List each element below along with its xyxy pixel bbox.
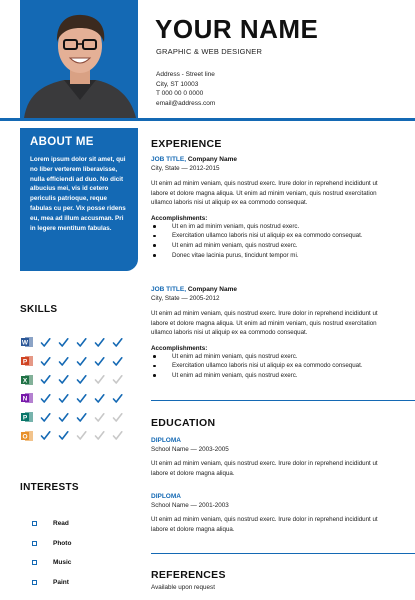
accomplishment-item: Ut en im ad minim veniam, quis nostrud exerc.: [151, 222, 396, 232]
svg-text:P: P: [22, 414, 28, 422]
education-section: [151, 417, 396, 429]
skill-rating: [40, 373, 130, 387]
job-location-dates: City, State — 2012-2015: [151, 165, 220, 172]
interest-item: [32, 534, 71, 554]
references-section: [151, 569, 396, 591]
check-filled-icon: [40, 373, 58, 387]
svg-text:N: N: [22, 396, 28, 404]
check-filled-icon: [58, 373, 76, 387]
skill-rating: [40, 335, 130, 349]
check-filled-icon: [58, 410, 76, 424]
job-summary: Ut enim ad minim veniam, quis nostrud exerc. Irure dolor in reprehend incididunt ut labore et dolore magna aliqua. Ut enim ad minim veniam, quis nostrud exercitation ullamco laboris nisi ut aliquip ex ea commodo consequat.: [151, 310, 378, 336]
check-filled-icon: [76, 335, 94, 349]
check-filled-icon: [94, 354, 112, 368]
check-filled-icon: [112, 335, 130, 349]
education-entry-2: [151, 493, 396, 534]
job-entry-1: [151, 156, 396, 260]
degree-title: DIPLOMA: [151, 493, 181, 500]
skills-list: [20, 333, 140, 445]
education-heading: EDUCATION: [151, 417, 216, 429]
about-heading: ABOUT ME: [30, 136, 94, 148]
about-me-box: [20, 128, 138, 271]
skill-row: [20, 352, 140, 371]
education-entry-1: [151, 437, 396, 478]
school-name-dates: School Name — 2001-2003: [151, 502, 229, 509]
excel-icon: [20, 373, 34, 387]
check-filled-icon: [40, 354, 58, 368]
interest-label: Read: [53, 520, 69, 528]
contact-address: Address - Street line: [156, 71, 215, 78]
accomplishments-heading: Accomplishments:: [151, 214, 208, 222]
accomplishment-item: Ut enim ad minim veniam, quis nostrud exerc.: [151, 241, 396, 251]
job-title-line: [151, 286, 396, 293]
check-filled-icon: [58, 354, 76, 368]
accomplishment-item: Ut enim ad minim veniam, quis nostrud exerc.: [151, 352, 396, 362]
svg-text:X: X: [22, 377, 28, 385]
job-role: JOB TITLE,: [151, 156, 187, 163]
check-filled-icon: [40, 391, 58, 405]
job-entry-2: [151, 286, 396, 381]
references-text: Available upon request: [151, 584, 215, 591]
job-title: GRAPHIC & WEB DESIGNER: [156, 47, 263, 56]
check-filled-icon: [40, 429, 58, 443]
publisher-icon: [20, 410, 34, 424]
svg-text:O: O: [22, 433, 28, 441]
job-location-dates: City, State — 2005-2012: [151, 295, 220, 302]
check-filled-icon: [112, 391, 130, 405]
contact-city: City, ST 10003: [156, 80, 199, 88]
section-divider: [151, 400, 415, 401]
check-filled-icon: [94, 335, 112, 349]
svg-text:W: W: [21, 339, 29, 347]
skill-row: [20, 389, 140, 408]
skill-row: [20, 370, 140, 389]
interest-item: [32, 514, 71, 534]
check-filled-icon: [76, 354, 94, 368]
references-heading: REFERENCES: [151, 569, 226, 581]
skills-heading: SKILLS: [20, 304, 58, 315]
check-filled-icon: [112, 354, 130, 368]
word-icon: [20, 335, 34, 349]
about-text: Lorem ipsum dolor sit amet, qui no liber verterem liberavisse, nulla efficiendi ad duo. No dicit albucius mei, vis id cetero periculis patrioque, reque fabulas cu per. Vix posse ridens eu, mea ad illum accusman. Pri in legere mentitum fabulas.: [30, 156, 126, 232]
svg-text:P: P: [22, 358, 28, 366]
check-filled-icon: [76, 391, 94, 405]
check-filled-icon: [94, 391, 112, 405]
onenote-icon: [20, 391, 34, 405]
contact-email[interactable]: email@address.com: [156, 99, 216, 107]
header-divider: [0, 118, 415, 121]
contact-block: [156, 70, 215, 108]
accomplishments-list: [151, 352, 396, 381]
interest-item: [32, 553, 71, 573]
check-empty-icon: [76, 429, 94, 443]
check-empty-icon: [94, 373, 112, 387]
skill-rating: [40, 391, 130, 405]
accomplishment-item: Exercitation ullamco laboris nisi ut aliquip ex ea commodo consequat.: [151, 231, 396, 241]
square-bullet-icon: [32, 580, 37, 585]
square-bullet-icon: [32, 560, 37, 565]
accomplishment-item: Donec vitae lacinia purus, tincidunt tempor mi.: [151, 251, 396, 261]
accomplishments-list: [151, 222, 396, 261]
degree-title: DIPLOMA: [151, 437, 181, 444]
check-filled-icon: [58, 391, 76, 405]
education-text: Ut enim ad minim veniam, quis nostrud exerc. Irure dolor in reprehend incididunt ut labore et dolore magna aliqua.: [151, 516, 378, 533]
outlook-icon: [20, 429, 34, 443]
skill-row: [20, 333, 140, 352]
school-name-dates: School Name — 2003-2005: [151, 446, 229, 453]
job-summary: Ut enim ad minim veniam, quis nostrud exerc. Irure dolor in reprehend incididunt ut labore et dolore magna aliqua. Ut enim ad minim veniam, quis nostrud exercitation ullamco laboris nisi ut aliquip ex ea commodo consequat.: [151, 180, 378, 206]
skill-rating: [40, 354, 130, 368]
job-company: Company Name: [187, 156, 237, 163]
section-divider: [151, 553, 415, 554]
interests-list: [32, 514, 71, 592]
job-title-line: [151, 156, 396, 163]
accomplishment-item: Exercitation ullamco laboris nisi ut aliquip ex ea commodo consequat.: [151, 361, 396, 371]
interest-label: Paint: [53, 578, 69, 586]
person-portrait: [20, 0, 138, 118]
experience-section: [151, 138, 396, 150]
square-bullet-icon: [32, 521, 37, 526]
education-text: Ut enim ad minim veniam, quis nostrud exerc. Irure dolor in reprehend incididunt ut labore et dolore magna aliqua.: [151, 460, 378, 477]
powerpoint-icon: [20, 354, 34, 368]
skill-row: [20, 426, 140, 445]
check-filled-icon: [40, 410, 58, 424]
contact-phone: T 000 00 0 0000: [156, 90, 204, 97]
experience-heading: EXPERIENCE: [151, 138, 222, 150]
check-empty-icon: [94, 429, 112, 443]
check-filled-icon: [40, 335, 58, 349]
interest-label: Photo: [53, 539, 72, 547]
profile-photo: [20, 0, 138, 118]
skill-row: [20, 408, 140, 427]
interest-item: [32, 573, 71, 593]
check-empty-icon: [112, 410, 130, 424]
check-filled-icon: [58, 335, 76, 349]
check-filled-icon: [58, 429, 76, 443]
check-empty-icon: [112, 373, 130, 387]
job-company: Company Name: [187, 286, 237, 293]
accomplishment-item: Ut enim ad minim veniam, quis nostrud exerc.: [151, 371, 396, 381]
job-role: JOB TITLE,: [151, 286, 187, 293]
accomplishments-heading: Accomplishments:: [151, 344, 208, 352]
interests-heading: INTERESTS: [20, 482, 79, 493]
check-empty-icon: [94, 410, 112, 424]
check-filled-icon: [76, 373, 94, 387]
check-empty-icon: [112, 429, 130, 443]
name-heading: YOUR NAME: [155, 14, 319, 44]
skill-rating: [40, 410, 130, 424]
square-bullet-icon: [32, 541, 37, 546]
interest-label: Music: [53, 559, 72, 567]
skill-rating: [40, 429, 130, 443]
check-filled-icon: [76, 410, 94, 424]
